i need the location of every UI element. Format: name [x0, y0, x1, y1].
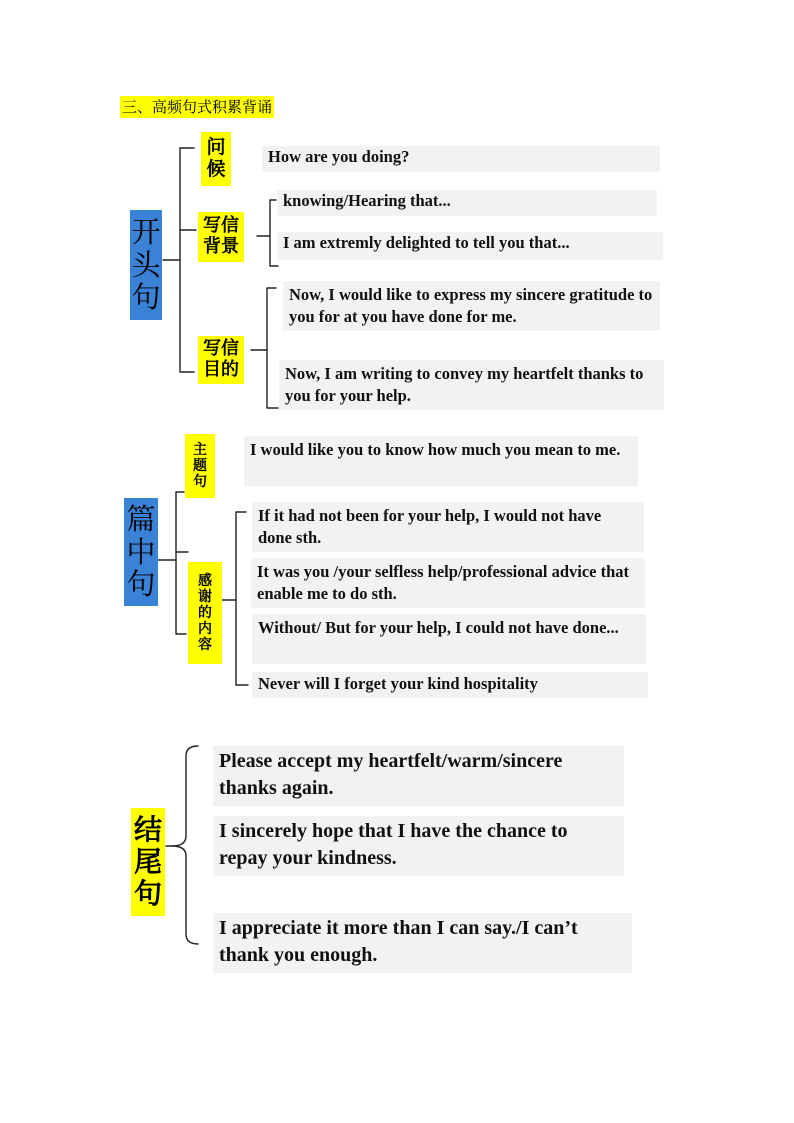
sentence-closing-2 — [213, 816, 624, 876]
label-topic-char: 主 — [193, 441, 207, 458]
sentence-thanks-3 — [252, 614, 646, 664]
category-closing-char: 句 — [133, 877, 162, 911]
label-purpose — [198, 336, 244, 384]
sentence-purpose-1 — [283, 281, 660, 331]
label-thanks-char: 容 — [198, 637, 212, 654]
category-body-char: 句 — [126, 567, 156, 602]
sentence-closing-1 — [213, 746, 624, 806]
category-opening-char: 开 — [131, 215, 161, 250]
label-thanks-content — [188, 562, 222, 664]
sentence-text: I would like you to know how much you mean to me. — [250, 440, 621, 459]
opening-main-bracket — [180, 148, 194, 372]
label-thanks-char: 感 — [198, 572, 212, 589]
label-thanks-char: 的 — [198, 604, 212, 621]
label-purpose-line: 目的 — [203, 359, 239, 380]
sentence-text: Without/ But for your help, I could not have done... — [258, 618, 619, 637]
sentence-thanks-2 — [251, 558, 645, 608]
category-closing-char: 尾 — [133, 844, 162, 878]
closing-brace — [172, 746, 198, 944]
label-background — [198, 212, 244, 262]
section-heading: 三、高频句式积累背诵 — [122, 98, 273, 116]
category-closing — [131, 808, 165, 916]
thanks-bracket — [236, 512, 248, 685]
category-opening — [130, 210, 162, 320]
sentence-purpose-2 — [279, 360, 664, 410]
sentence-text: Now, I am writing to convey my heartfelt thanks to you for your help. — [285, 364, 644, 405]
label-background-line: 写信 — [203, 215, 239, 237]
sentence-text: Please accept my heartfelt/warm/sincere thanks again. — [219, 750, 563, 799]
label-thanks-char: 内 — [198, 621, 212, 638]
label-topic-char: 句 — [193, 474, 207, 491]
label-purpose-line: 写信 — [203, 338, 239, 360]
sentence-topic — [244, 436, 638, 486]
category-opening-char: 头 — [131, 247, 161, 282]
sentence-text: How are you doing? — [268, 147, 410, 166]
sentence-text: I am extremly delighted to tell you that... — [283, 233, 570, 252]
category-body-char: 篇 — [126, 502, 156, 537]
sentence-text: I appreciate it more than I can say./I can’t thank you enough. — [219, 917, 578, 966]
label-topic-char: 题 — [193, 457, 207, 474]
sentence-closing-3 — [213, 913, 632, 973]
category-body-char: 中 — [126, 534, 156, 569]
label-greeting-char: 问 — [206, 136, 226, 159]
category-body — [124, 498, 158, 606]
label-thanks-char: 谢 — [198, 588, 212, 605]
sentence-greeting — [262, 146, 660, 172]
sentence-text: Now, I would like to express my sincere gratitude to you for at you have done for me. — [289, 285, 653, 326]
sentence-thanks-1 — [252, 502, 644, 552]
body-main-bracket — [176, 492, 186, 634]
sentence-thanks-4 — [252, 672, 648, 698]
purpose-bracket — [267, 288, 278, 408]
label-topic — [185, 434, 215, 498]
label-background-line: 背景 — [203, 236, 239, 257]
sentence-background-1 — [277, 190, 657, 216]
sentence-text: It was you /your selfless help/professional advice that enable me to do sth. — [257, 562, 630, 603]
category-closing-char: 结 — [133, 812, 162, 846]
sentence-text: Never will I forget your kind hospitality — [258, 674, 538, 693]
category-opening-char: 句 — [131, 280, 161, 315]
sentence-text: If it had not been for your help, I would not have done sth. — [258, 506, 602, 547]
label-greeting-char: 候 — [206, 158, 226, 180]
sentence-text: I sincerely hope that I have the chance to repay your kindness. — [219, 820, 568, 869]
sentence-text: knowing/Hearing that... — [283, 191, 451, 210]
label-greeting — [201, 132, 231, 186]
sentence-background-2 — [277, 232, 663, 260]
